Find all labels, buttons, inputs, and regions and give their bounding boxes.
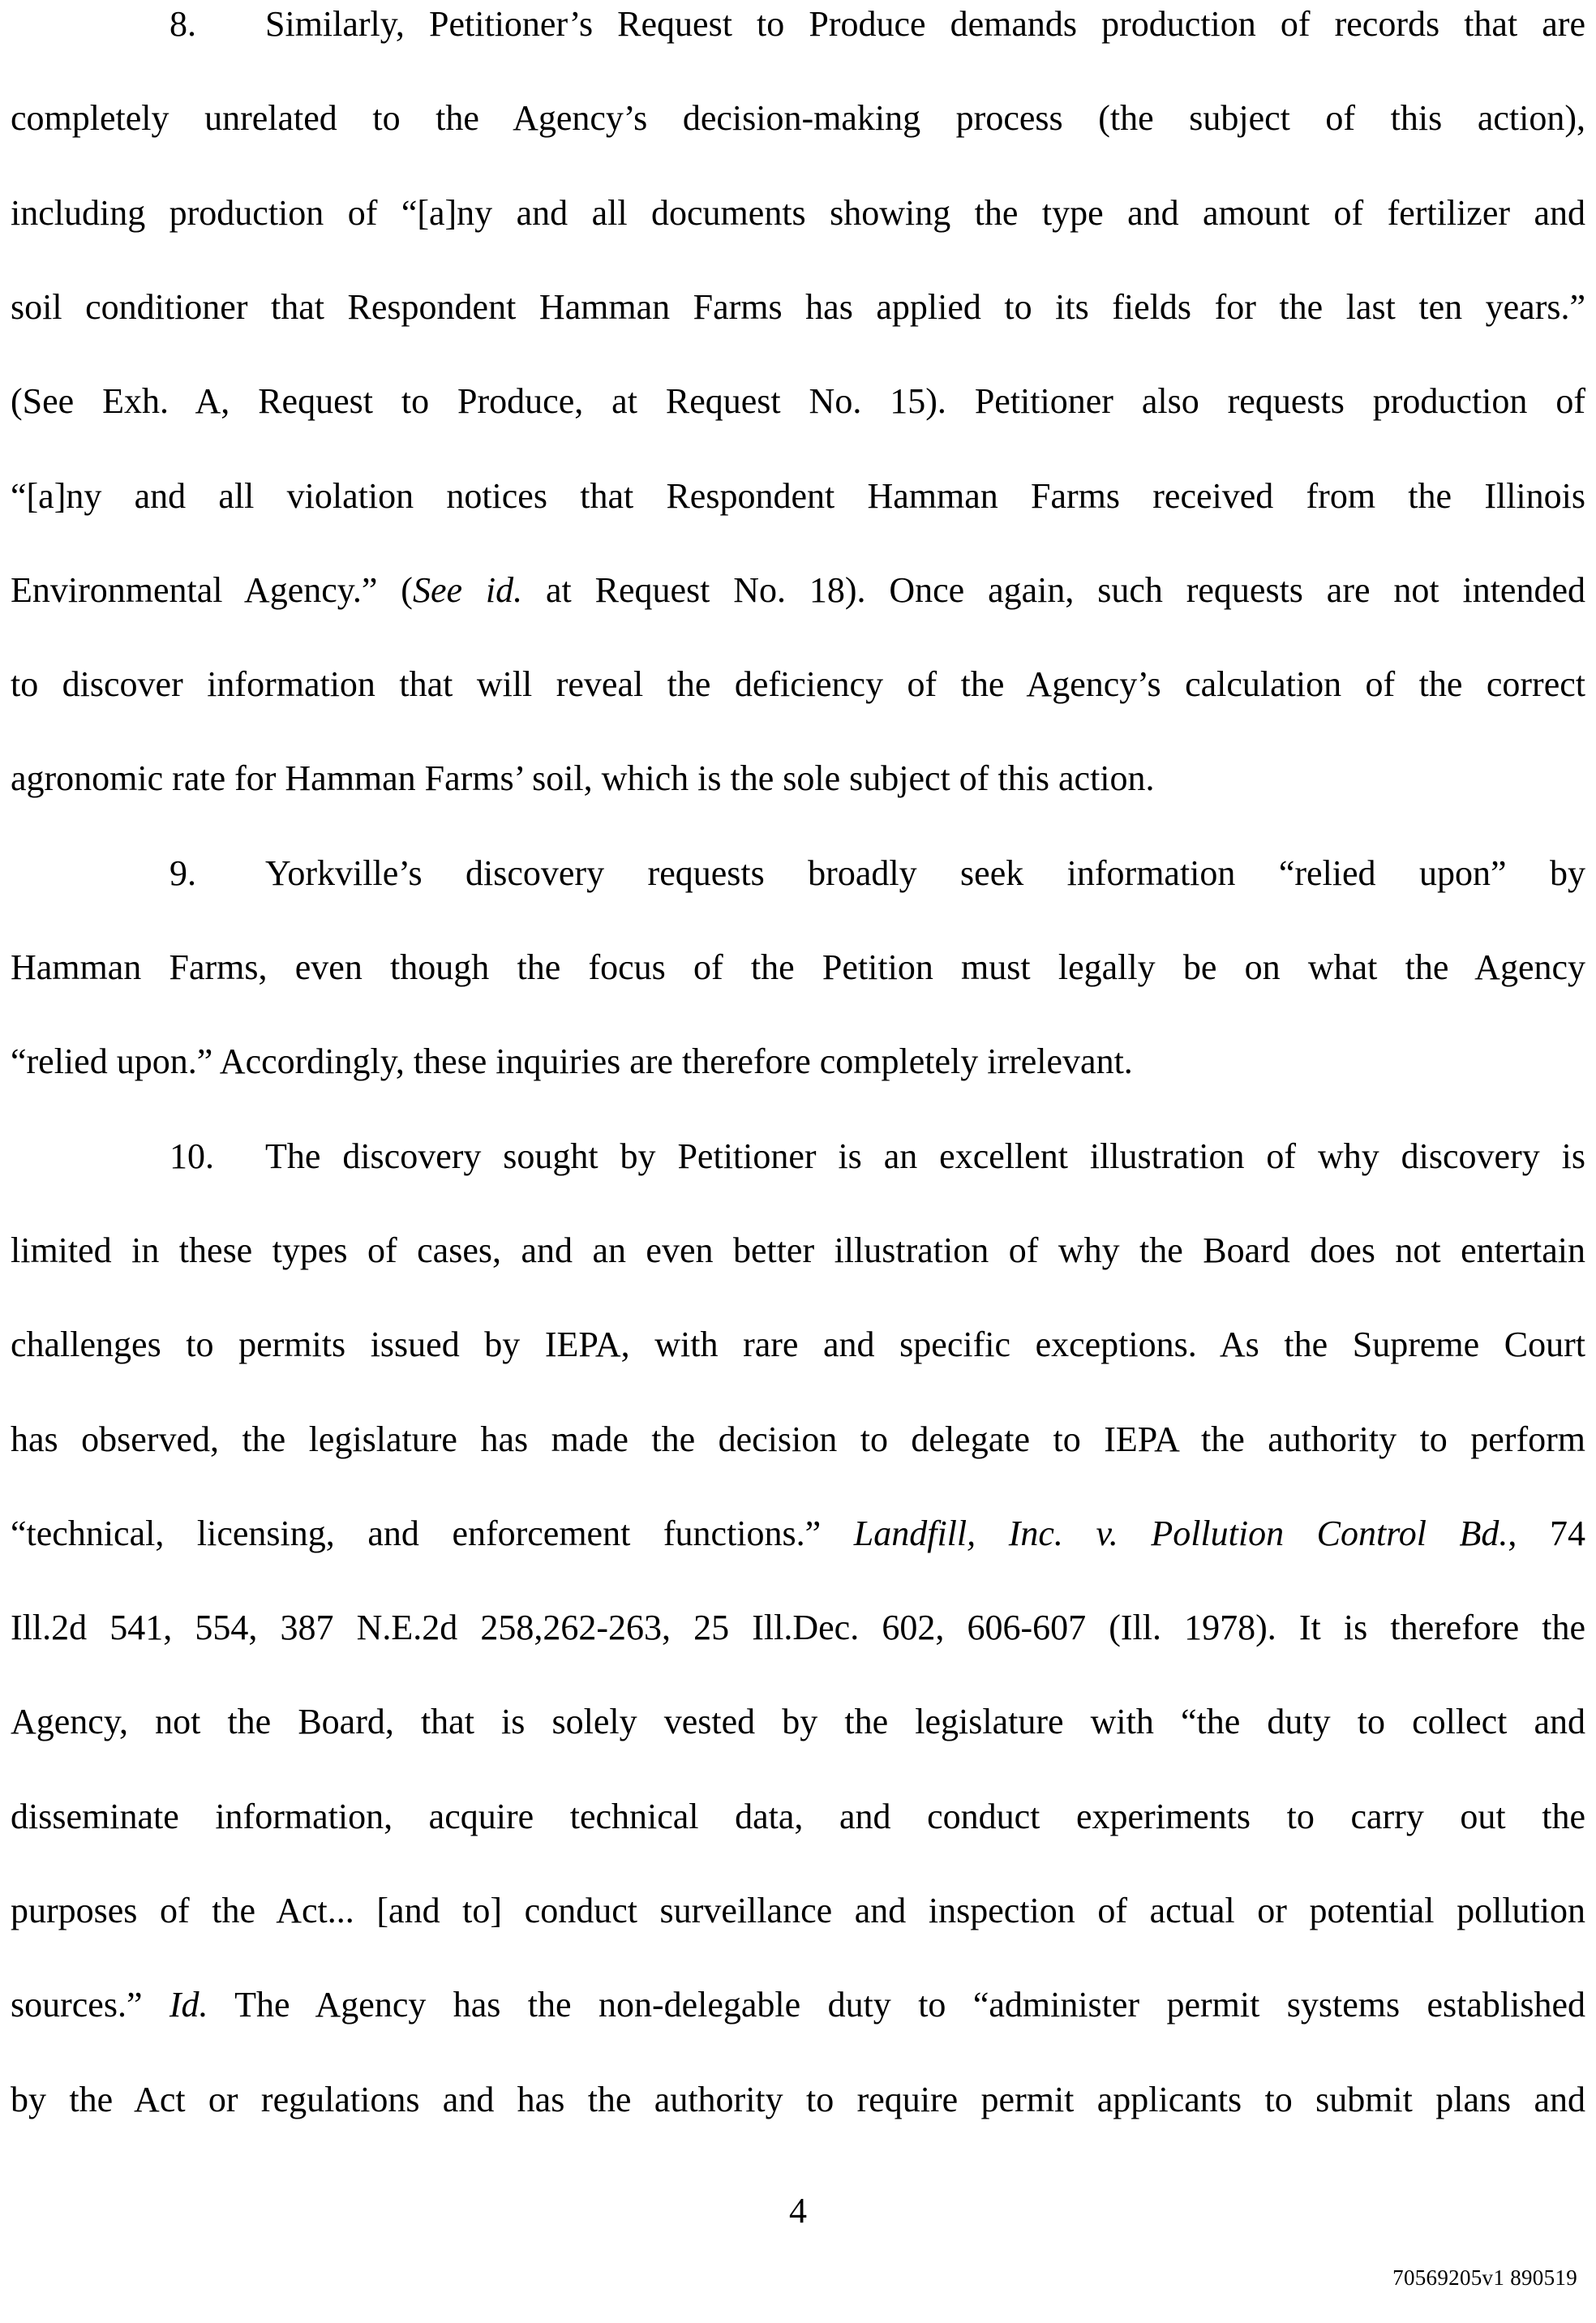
text-run: Ill.2d 541, 554, 387 N.E.2d 258,262-263, 25 Ill.Dec. 602, 606-607 (Ill. 1978). It is therefore the [11, 1608, 1585, 1648]
text-run: The discovery sought by Petitioner is an excellent illustration of why discovery is [265, 1136, 1585, 1176]
text-run: by the Act or regulations and has the authority to require permit applicants to submit plans and [11, 2079, 1585, 2119]
text-run: Environmental Agency.” ( [11, 569, 413, 610]
page-number: 4 [789, 2191, 807, 2231]
paragraph-number: 10. [169, 1136, 214, 1176]
text-run: , 74 [1508, 1513, 1586, 1553]
paragraph-8-line [11, 472, 1585, 521]
paragraph-10-line [11, 1509, 1585, 1558]
paragraph-10-line [11, 1981, 1585, 2029]
text-run: “relied upon.” Accordingly, these inquiries are therefore completely irrelevant. [11, 1041, 1133, 1082]
text-run: Yorkville’s discovery requests broadly seek information “relied upon” by [265, 852, 1585, 893]
text-run: challenges to permits issued by IEPA, with rare and specific exceptions. As the Supreme Court [11, 1325, 1585, 1365]
paragraph-9-line [11, 1037, 1585, 1086]
paragraph-8-line [11, 189, 1585, 238]
paragraph-number: 8. [169, 4, 196, 44]
text-run: Similarly, Petitioner’s Request to Produce demands production of records that are [265, 4, 1585, 44]
paragraph-8-line [11, 0, 1585, 49]
case-citation-italic: Landfill, Inc. v. Pollution Control Bd. [853, 1513, 1508, 1553]
paragraph-9-line [11, 943, 1585, 992]
paragraph-10-line [11, 1887, 1585, 1935]
text-run: limited in these types of cases, and an even better illustration of why the Board does not entertain [11, 1230, 1585, 1270]
paragraph-8-line [11, 660, 1585, 709]
paragraph-10-line [11, 1604, 1585, 1652]
text-run: “technical, licensing, and enforcement functions.” [11, 1513, 854, 1553]
text-run: at Request No. 18). Once again, such requests are not intended [522, 569, 1585, 610]
paragraph-8-line [11, 754, 1585, 803]
citation-italic: See id. [412, 569, 523, 610]
text-run: (See Exh. A, Request to Produce, at Request No. 15). Petitioner also requests production of [11, 381, 1585, 422]
text-run: Hamman Farms, even though the focus of the Petition must legally be on what the Agency [11, 947, 1585, 987]
document-page [11, 0, 1585, 2323]
citation-italic: Id. [169, 1985, 208, 2025]
text-run: to discover information that will reveal the deficiency of the Agency’s calculation of the correct [11, 664, 1585, 705]
text-run: Agency, not the Board, that is solely vested by the legislature with “the duty to collect and [11, 1702, 1585, 1742]
document-id: 70569205v1 890519 [1392, 2265, 1577, 2290]
text-run: soil conditioner that Respondent Hamman Farms has applied to its fields for the last ten years.” [11, 286, 1585, 327]
text-run: The Agency has the non-delegable duty to “administer permit systems established [208, 1985, 1585, 2025]
paragraph-10-line [11, 1793, 1585, 1841]
text-run: has observed, the legislature has made the decision to delegate to IEPA the authority to perform [11, 1419, 1585, 1459]
paragraph-8-line [11, 566, 1585, 615]
text-run: disseminate information, acquire technical data, and conduct experiments to carry out the [11, 1796, 1585, 1836]
paragraph-number: 9. [169, 852, 196, 893]
paragraph-9-line [11, 849, 1585, 898]
text-run: completely unrelated to the Agency’s decision-making process (the subject of this action), [11, 98, 1585, 139]
text-run: including production of “[a]ny and all documents showing the type and amount of fertilizer and [11, 192, 1585, 233]
paragraph-10-line [11, 2076, 1585, 2124]
text-run: sources.” [11, 1985, 169, 2025]
text-run: purposes of the Act... [and to] conduct surveillance and inspection of actual or potential pollution [11, 1891, 1585, 1930]
paragraph-8-line [11, 94, 1585, 143]
paragraph-8-line [11, 377, 1585, 426]
text-run: agronomic rate for Hamman Farms’ soil, which is the sole subject of this action. [11, 758, 1155, 799]
paragraph-10-line [11, 1226, 1585, 1275]
paragraph-10-line [11, 1132, 1585, 1181]
paragraph-10-line [11, 1415, 1585, 1464]
paragraph-8-line [11, 283, 1585, 332]
text-run: “[a]ny and all violation notices that Respondent Hamman Farms received from the Illinois [11, 475, 1585, 516]
paragraph-10-line [11, 1320, 1585, 1369]
paragraph-10-line [11, 1698, 1585, 1746]
